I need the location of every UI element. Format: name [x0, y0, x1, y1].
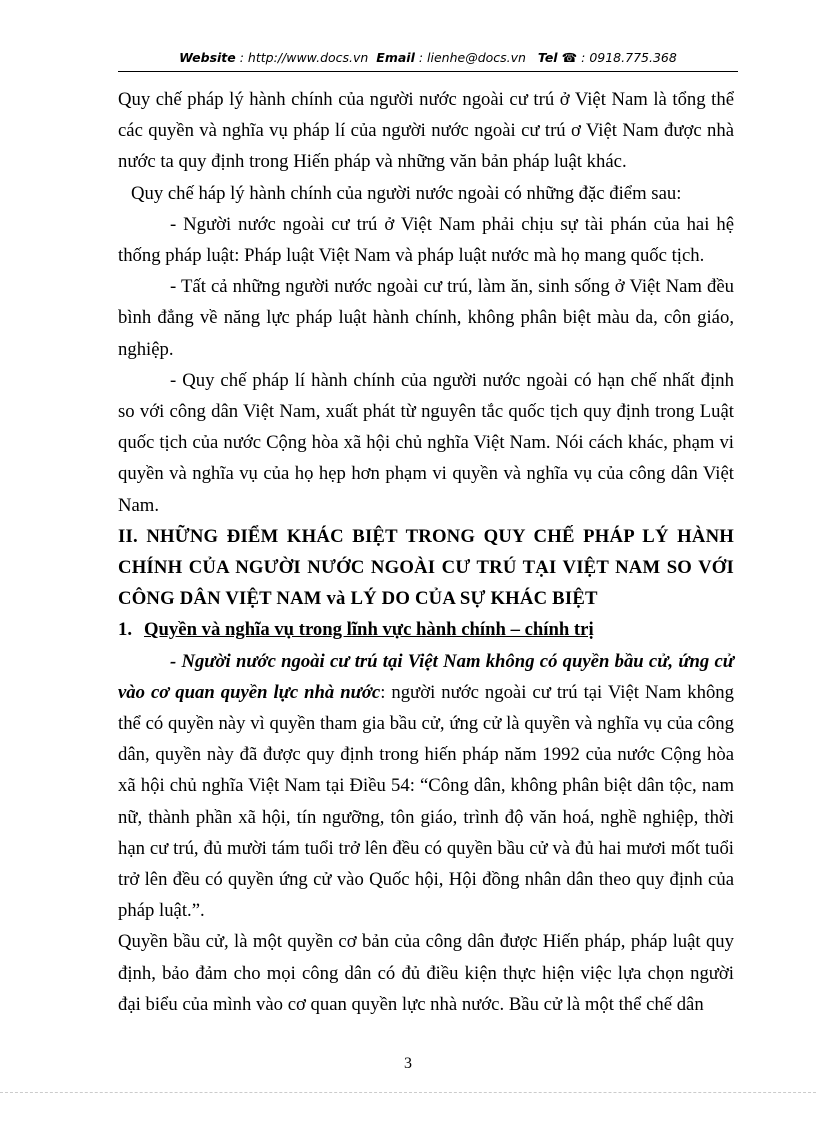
page-bottom-edge	[0, 1092, 816, 1093]
header-divider	[118, 71, 738, 72]
voting-rights-emphasis: - Người nước ngoài cư trú tại Việt Nam không có quyền bầu cử, ứng cử vào cơ quan quyền lực nhà nước	[118, 650, 734, 703]
tel-value: : 0918.775.368	[581, 50, 677, 65]
tel-label: Tel	[537, 50, 558, 65]
paragraph-features-intro: Quy chế háp lý hành chính của người nước ngoài có những đặc điểm sau:	[131, 182, 682, 204]
paragraph-right-to-vote: Quyền bầu cử, là một quyền cơ bản của công dân được Hiến pháp, pháp luật quy định, bảo đảm cho mọi công dân có đủ điều kiện thực hiện việc lựa chọn người đại biểu của mình vào cơ quan quyền lực nhà nước. Bầu cử là một thể chế dân	[118, 931, 734, 1015]
section-heading: II. NHỮNG ĐIỂM KHÁC BIỆT TRONG QUY CHẾ PHÁP LÝ HÀNH CHÍNH CỦA NGƯỜI NƯỚC NGOÀI CƯ TRÚ TẠI VIỆT NAM SO VỚI CÔNG DÂN VIỆT NAM và LÝ DO CỦA SỰ KHÁC BIỆT	[118, 525, 734, 610]
page-number: 3	[404, 1055, 412, 1072]
paragraph-feature-2: - Tất cả những người nước ngoài cư trú, làm ăn, sinh sống ở Việt Nam đều bình đẳng về năng lực pháp luật hành chính, không phân biệt màu da, côn giáo, nghiệp.	[118, 276, 734, 360]
voting-rights-text: : người nước ngoài cư trú tại Việt Nam không thể có quyền này vì quyền tham gia bầu cử, ứng cử là quyền và nghĩa vụ của công dân, quyền này đã được quy định trong hiến pháp năm 1992 của nước Cộng hòa xã hội chủ nghĩa Việt Nam tại Điều 54: “Công dân, không phân biệt dân tộc, nam nữ, thành phần xã hội, tín ngưỡng, tôn giáo, trình độ văn hoá, nghề nghiệp, thời hạn cư trú, đủ mười tám tuổi trở lên đều có quyền bầu cử và đủ hai mươi mốt tuổi trở lên đều có quyền ứng cử vào Quốc hội, Hội đồng nhân dân theo quy định của pháp luật.”.	[118, 681, 734, 922]
phone-icon: ☎	[561, 50, 578, 65]
page-header	[118, 50, 738, 72]
paragraph-feature-3: - Quy chế pháp lí hành chính của người nước ngoài có hạn chế nhất định so với công dân Việt Nam, xuất phát từ nguyên tắc quốc tịch quy định trong Luật quốc tịch của nước Cộng hòa xã hội chủ nghĩa Việt Nam. Nói cách khác, phạm vi quyền và nghĩa vụ của họ hẹp hơn phạm vi quyền và nghĩa vụ của công dân Việt Nam.	[118, 369, 734, 516]
paragraph-voting-rights	[118, 646, 734, 927]
email-value: : lienhe@docs.vn	[418, 50, 526, 65]
website-label: Website	[179, 50, 236, 65]
document-body	[118, 84, 734, 1020]
email-label: Email	[376, 50, 415, 65]
subsection-number: 1.	[118, 619, 133, 641]
subsection-title: Quyền và nghĩa vụ trong lĩnh vực hành chính – chính trị	[144, 619, 594, 641]
paragraph-feature-1: - Người nước ngoài cư trú ở Việt Nam phải chịu sự tài phán của hai hệ thống pháp luật: Pháp luật Việt Nam và pháp luật nước mà họ mang quốc tịch.	[118, 213, 734, 267]
paragraph-definition: Quy chế pháp lý hành chính của người nước ngoài cư trú ở Việt Nam là tổng thể các quyền và nghĩa vụ pháp lí của người nước ngoài cư trú ơ Việt Nam được nhà nước ta quy định trong Hiến pháp và những văn bản pháp luật khác.	[118, 89, 734, 173]
subsection-heading	[118, 614, 734, 645]
website-value: : http://www.docs.vn	[239, 50, 369, 65]
